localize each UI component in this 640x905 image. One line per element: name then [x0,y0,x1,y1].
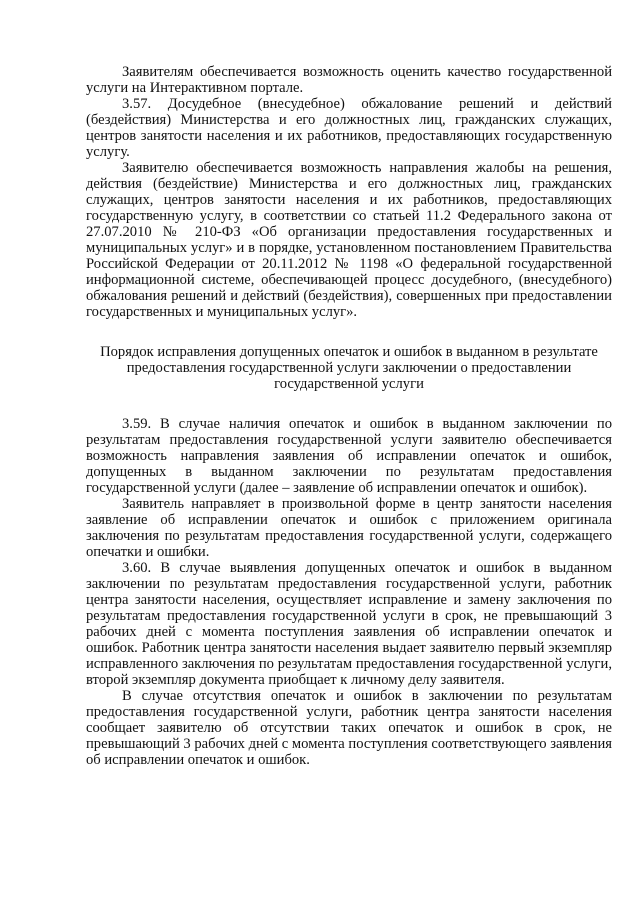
paragraph-rating-possibility: Заявителям обеспечивается возможность оценить качество государственной услуги на Интерактивном портале. [86,64,612,96]
paragraph-3-59: 3.59. В случае наличия опечаток и ошибок в выданном заключении по результатам предоставления государственной услуги заявителю обеспечивается возможность направления заявления об исправлении опечаток и ошибок, допущенных в выданном заключении по результатам предоставления государственной услуги (далее – заявление об исправлении опечаток и ошибок). [86,416,612,496]
paragraph-complaint-right: Заявителю обеспечивается возможность направления жалобы на решения, действия (бездействие) Министерства и его должностных лиц, гражданских служащих, центров занятости населения и их работников, предоставляющих государственную услугу, в соответствии со статьей 11.2 Федерального закона от 27.07.2010 № 210-ФЗ «Об организации предоставления государственных и муниципальных услуг» и в порядке, установленном постановлением Правительства Российской Федерации от 20.11.2012 № 1198 «О федеральной государственной информационной системе, обеспечивающей процесс досудебного, (внесудебного) обжалования решений и действий (бездействия), совершенных при предоставлении государственных и муниципальных услуг». [86,160,612,320]
paragraph-no-errors: В случае отсутствия опечаток и ошибок в заключении по результатам предоставления государственной услуги, работник центра занятости населения сообщает заявителю об отсутствии таких опечаток и ошибок в срок, не превышающий 3 рабочих дней с момента поступления соответствующего заявления об исправлении опечаток и ошибок. [86,688,612,768]
section-heading: Порядок исправления допущенных опечаток и ошибок в выданном в результате предоставления государственной услуги заключении о предоставлении государственной услуги [100,344,598,392]
paragraph-applicant-sends: Заявитель направляет в произвольной форме в центр занятости населения заявление об исправлении опечаток и ошибок с приложением оригинала заключения по результатам предоставления государственной услуги, содержащего опечатки и ошибки. [86,496,612,560]
document-body [86,64,612,768]
paragraph-3-57: 3.57. Досудебное (внесудебное) обжалование решений и действий (бездействия) Министерства и его должностных лиц, гражданских служащих, центров занятости населения и их работников, предоставляющих государственную услугу. [86,96,612,160]
paragraph-3-60: 3.60. В случае выявления допущенных опечаток и ошибок в выданном заключении по результатам предоставления государственной услуги, работник центра занятости населения, осуществляет исправление и замену заключения по результатам предоставления государственной услуги в срок, не превышающий 3 рабочих дней с момента поступления заявления об исправлении опечаток и ошибок. Работник центра занятости населения выдает заявителю первый экземпляр исправленного заключения по результатам предоставления государственной услуги, второй экземпляр документа приобщает к личному делу заявителя. [86,560,612,688]
